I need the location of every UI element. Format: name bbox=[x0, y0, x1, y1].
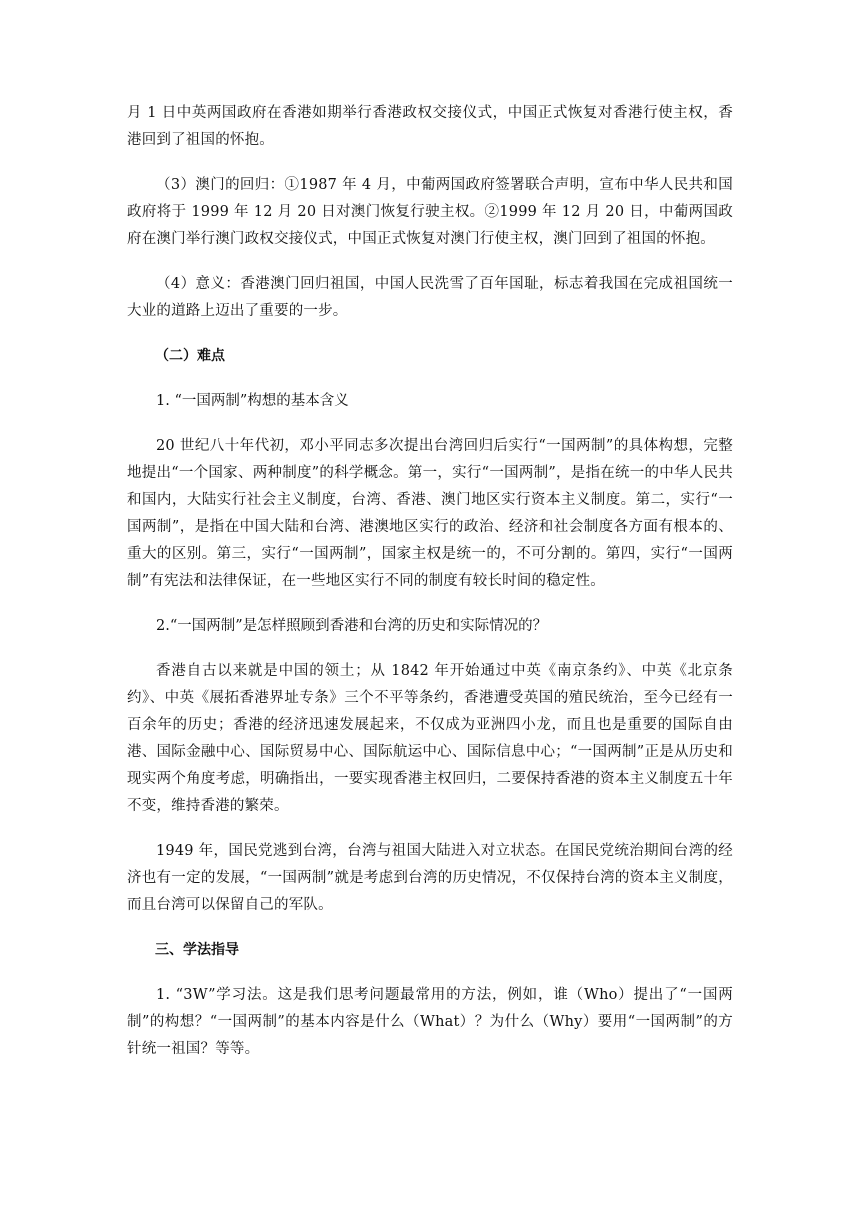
subheading-basic-meaning: 1. “一国两制”构想的基本含义 bbox=[156, 393, 349, 409]
paragraph-taiwan-history: 1949 年，国民党逃到台湾，台湾与祖国大陆进入对立状态。在国民党统治期间台湾的经济也有一定的发展，“一国两制”就是考虑到台湾的历史情况，不仅保持台湾的资本主义制度，而且台湾可以保留自己的军队。 bbox=[127, 843, 733, 913]
paragraph-hong-kong-return: 月 1 日中英两国政府在香港如期举行香港政权交接仪式，中国正式恢复对香港行使主权，香港回到了祖国的怀抱。 bbox=[127, 105, 733, 148]
paragraph-3w-method: 1. “3W”学习法。这是我们思考问题最常用的方法，例如，谁（Who）提出了“一国两制”的构想？“一国两制”的基本内容是什么（What）？为什么（Why）要用“一国两制”的方针统一祖国？等等。 bbox=[127, 987, 733, 1057]
paragraph-macau-return: （3）澳门的回归：①1987 年 4 月，中葡两国政府签署联合声明，宣布中华人民共和国政府将于 1999 年 12 月 20 日对澳门恢复行驶主权。②1999 年 12 月 20 日，中葡两国政府在澳门举行澳门政权交接仪式，中国正式恢复对澳门行使主权，澳门回到了祖国的怀抱。 bbox=[127, 177, 733, 247]
document-page bbox=[127, 100, 733, 1081]
heading-study-method: 三、学法指导 bbox=[155, 942, 239, 958]
heading-difficulty: （二）难点 bbox=[155, 348, 225, 364]
paragraph-significance: （4）意义：香港澳门回归祖国，中国人民洗雪了百年国耻，标志着我国在完成祖国统一大业的道路上迈出了重要的一步。 bbox=[127, 276, 733, 319]
paragraph-hong-kong-history: 香港自古以来就是中国的领土；从 1842 年开始通过中英《南京条约》、中英《北京条约》、中英《展拓香港界址专条》三个不平等条约，香港遭受英国的殖民统治，至今已经有一百余年的历史；香港的经济迅速发展起来，不仅成为亚洲四小龙，而且也是重要的国际自由港、国际金融中心、国际贸易中心、国际航运中心、国际信息中心；“一国两制”正是从历史和现实两个角度考虑，明确指出，一要实现香港主权回归，二要保持香港的资本主义制度五十年不变，维持香港的繁荣。 bbox=[127, 663, 733, 814]
subheading-history-consideration: 2.“一国两制”是怎样照顾到香港和台湾的历史和实际情况的？ bbox=[156, 618, 548, 634]
paragraph-one-country-two-systems: 20 世纪八十年代初，邓小平同志多次提出台湾回归后实行“一国两制”的具体构想，完整地提出“一个国家、两种制度”的科学概念。第一，实行“一国两制”，是指在统一的中华人民共和国内，大陆实行社会主义制度，台湾、香港、澳门地区实行资本主义制度。第二，实行“一国两制”，是指在中国大陆和台湾、港澳地区实行的政治、经济和社会制度各方面有根本的、重大的区别。第三，实行“一国两制”，国家主权是统一的，不可分割的。第四，实行“一国两制”有宪法和法律保证，在一些地区实行不同的制度有较长时间的稳定性。 bbox=[127, 438, 733, 589]
